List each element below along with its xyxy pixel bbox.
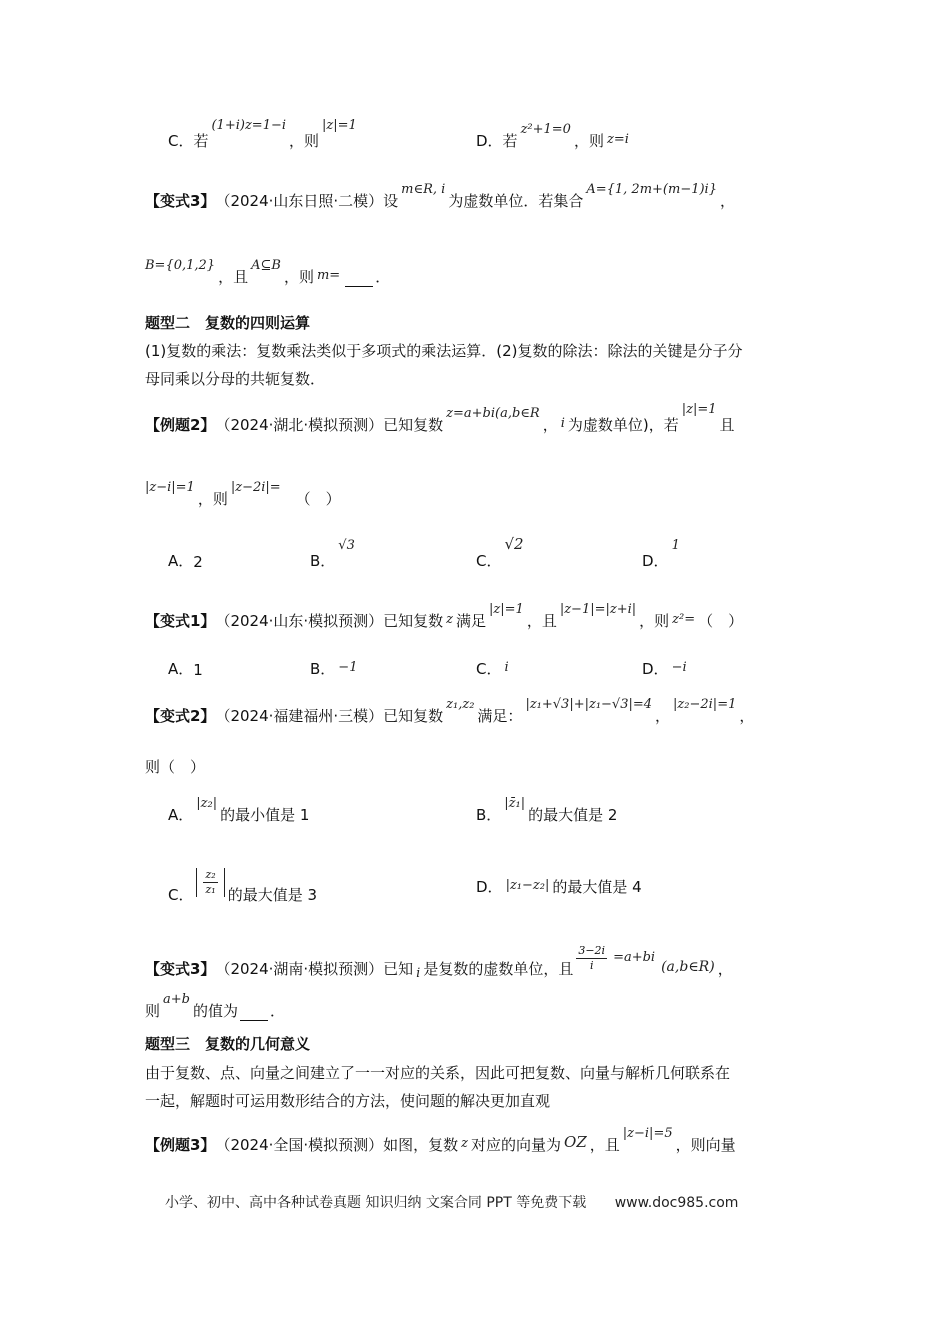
option-label: B．	[476, 806, 502, 824]
option-a[interactable]	[168, 658, 203, 679]
option-value: √2	[504, 535, 524, 553]
option-value: −i	[671, 660, 687, 675]
option-label: B．	[310, 660, 336, 678]
text-fragment: 对应的向量为	[471, 1136, 562, 1154]
text-fragment: ，	[542, 416, 558, 434]
question-liti2-line1	[145, 402, 735, 435]
math-expression: =a+bi	[613, 950, 656, 965]
option-label: C．	[476, 552, 502, 570]
question-liti3	[145, 1126, 736, 1155]
section-desc-3-line2: 一起，解题时可运用数形结合的方法，使问题的解决更加直观	[145, 1092, 551, 1110]
math-expression: z	[446, 612, 454, 627]
math-expression: |z₂|	[196, 796, 218, 811]
option-label: A．	[168, 806, 194, 824]
math-expression: z=i	[606, 132, 629, 147]
text-fragment: ，且	[526, 612, 557, 630]
option-value: 1	[671, 538, 680, 553]
option-value: 2	[193, 553, 203, 571]
math-expression: z₁,z₂	[446, 697, 475, 712]
text-fragment: ，则	[573, 132, 604, 150]
text-fragment: ，则	[197, 490, 228, 508]
math-expression: |z₁+√3|+|z₁−√3|=4	[525, 697, 653, 712]
math-expression: a+b	[163, 992, 190, 1007]
option-label: B．	[310, 552, 336, 570]
question-source: （2024·全国·模拟预测）如图，复数	[215, 1136, 459, 1154]
fraction	[203, 868, 217, 897]
option-label: A．	[168, 660, 194, 678]
math-expression: |z|=1	[681, 402, 717, 417]
section-title-3: 题型三 复数的几何意义	[145, 1035, 311, 1053]
option-text: 的最大值是 2	[528, 806, 618, 824]
question-tag: 【变式2】	[145, 707, 216, 725]
question-source: （2024·福建福州·三模）已知复数	[215, 707, 444, 725]
math-expression: |z−i|=1	[145, 480, 195, 495]
denominator: i	[589, 959, 594, 972]
text-fragment: ．	[270, 1002, 286, 1020]
math-expression: |z−i|=5	[622, 1126, 673, 1141]
answer-paren: （ ）	[295, 490, 341, 508]
math-expression: z	[461, 1136, 469, 1151]
math-expression: OZ	[564, 1133, 587, 1151]
answer-paren: （ ）	[698, 612, 744, 630]
question-tag: 【变式3】	[145, 960, 216, 978]
option-label: D．	[476, 878, 503, 896]
question-tag: 【变式3】	[145, 192, 216, 210]
math-expression: z²=	[672, 612, 696, 627]
question-liti2-line2	[145, 480, 341, 509]
footer-text: 小学、初中、高中各种试卷真题 知识归纳 文案合同 PPT 等免费下载	[165, 1195, 587, 1211]
text-fragment: 为虚数单位．若集合	[448, 192, 584, 210]
math-expression: i	[416, 966, 421, 981]
question-bianshi2-line1	[145, 697, 755, 726]
text-fragment: 则	[145, 1002, 161, 1020]
text-fragment: ，且	[589, 1136, 620, 1154]
option-value: −1	[338, 660, 358, 675]
numerator: z₂	[205, 868, 216, 881]
math-expression: |z|=1	[489, 602, 524, 617]
math-expression: |z|=1	[322, 118, 357, 133]
option-text: 的最大值是 3	[227, 886, 318, 904]
question-tag: 【例题2】	[145, 416, 216, 434]
option-label: D．	[642, 660, 669, 678]
option-label: D．若	[476, 132, 518, 150]
option-label: C．	[168, 886, 194, 904]
option-d-top	[476, 122, 632, 151]
option-c-top	[168, 118, 360, 151]
text-fragment: ，且	[218, 268, 249, 286]
section-desc-2-line2: 母同乘以分母的共轭复数．	[145, 370, 326, 388]
option-b[interactable]	[476, 796, 618, 825]
math-expression: |z₂−2i|=1	[673, 697, 737, 712]
option-value: 1	[193, 661, 203, 679]
text-fragment: 满足：	[477, 707, 523, 725]
abs-fraction	[196, 868, 224, 897]
option-c[interactable]	[476, 535, 527, 571]
question-bianshi3b-line2	[145, 992, 286, 1021]
fraction	[576, 944, 607, 973]
page-footer	[165, 1192, 738, 1212]
math-expression: |z̄₁|	[504, 796, 526, 811]
denominator: z₁	[205, 883, 216, 896]
text-fragment: ，则	[283, 268, 314, 286]
math-expression: A={1, 2m+(m−1)i}	[586, 182, 717, 197]
numerator: 3−2i	[578, 944, 606, 957]
math-expression: z²+1=0	[520, 122, 571, 137]
option-value: √3	[338, 538, 355, 553]
text-fragment: ，则	[289, 132, 320, 150]
text-fragment: 的值为	[192, 1002, 238, 1020]
text-fragment: ，	[739, 707, 755, 725]
question-source: （2024·山东日照·二模）设	[215, 192, 399, 210]
section-desc-3-line1: 由于复数、点、向量之间建立了一一对应的关系，因此可把复数、向量与解析几何联系在	[145, 1064, 731, 1082]
section-desc-2-line1: (1)复数的乘法：复数乘法类似于多项式的乘法运算．(2)复数的除法：除法的关键是分子分	[145, 342, 743, 360]
option-a[interactable]	[168, 550, 203, 571]
text-fragment: 且	[719, 416, 735, 434]
option-text: 的最大值是 4	[552, 878, 642, 896]
math-expression: (a,b∈R)	[661, 959, 715, 975]
question-bianshi3a-line1	[145, 182, 736, 211]
text-fragment: ，	[720, 192, 736, 210]
option-label: C．	[476, 660, 502, 678]
math-expression: (1+i)z=1−i	[211, 118, 287, 133]
answer-blank[interactable]	[345, 272, 373, 287]
math-expression: B={0,1,2}	[145, 258, 216, 273]
question-source: （2024·湖南·模拟预测）已知	[215, 960, 414, 978]
text-fragment: ．	[375, 268, 391, 286]
option-text: 的最小值是 1	[220, 806, 310, 824]
option-label: C．若	[168, 132, 209, 150]
math-expression: A⊆B	[251, 258, 281, 273]
math-expression: |z−2i|=	[230, 480, 281, 495]
footer-link[interactable]: www.doc985.com	[614, 1195, 739, 1211]
text-fragment: ，则向量	[675, 1136, 736, 1154]
question-bianshi1	[145, 602, 744, 631]
math-expression: |z−1|=|z+i|	[559, 602, 637, 617]
text-fragment: ，	[717, 960, 733, 978]
math-expression: m=	[316, 268, 341, 283]
option-d[interactable]	[642, 538, 683, 571]
option-c[interactable]	[168, 868, 318, 905]
question-tag: 【变式1】	[145, 612, 216, 630]
option-d[interactable]	[642, 658, 690, 679]
option-c[interactable]	[476, 658, 512, 679]
math-expression: |z₁−z₂|	[505, 878, 550, 893]
text-fragment: 是复数的虚数单位，且	[423, 960, 574, 978]
answer-blank[interactable]	[240, 1006, 268, 1021]
question-bianshi2-line2: 则（ ）	[145, 758, 206, 776]
text-fragment: ，	[655, 707, 671, 725]
option-b[interactable]	[310, 658, 360, 679]
option-a[interactable]	[168, 796, 310, 825]
question-bianshi3a-line2	[145, 258, 391, 287]
option-value: i	[504, 660, 509, 675]
question-bianshi3b-line1	[145, 944, 733, 981]
math-expression: z=a+bi(a,b∈R	[446, 406, 540, 421]
option-label: D．	[642, 552, 669, 570]
question-tag: 【例题3】	[145, 1136, 216, 1154]
option-d[interactable]	[476, 876, 642, 897]
section-title-2: 题型二 复数的四则运算	[145, 314, 311, 332]
text-fragment: 为虚数单位)，若	[567, 416, 679, 434]
option-label: A．	[168, 552, 194, 570]
text-fragment: 满足	[456, 612, 487, 630]
math-expression: i	[560, 416, 565, 431]
text-fragment: ，则	[639, 612, 670, 630]
question-source: （2024·湖北·模拟预测）已知复数	[215, 416, 444, 434]
option-b[interactable]	[310, 538, 358, 571]
math-expression: m∈R, i	[401, 182, 446, 197]
question-source: （2024·山东·模拟预测）已知复数	[215, 612, 444, 630]
